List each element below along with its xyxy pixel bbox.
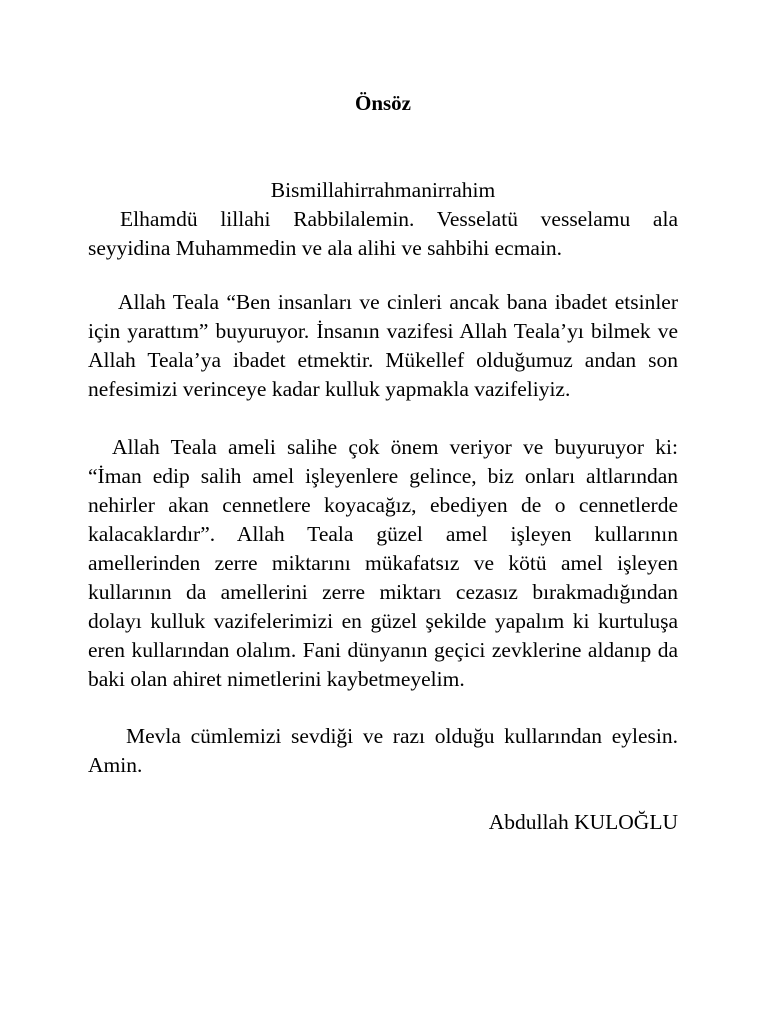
paragraph-purpose: Allah Teala “Ben insanları ve cinleri ancak bana ibadet etsinler için yarattım” buyuruyor. İnsanın vazifesi Allah Teala’yı bilmek ve Allah Teala’ya ibadet etmektir. Mükellef olduğumuz andan son nefesimizi verinceye kadar kulluk yapmakla vazifeliyiz. bbox=[88, 290, 678, 401]
author-signature: Abdullah KULOĞLU bbox=[488, 810, 678, 834]
document-page bbox=[88, 0, 678, 1024]
page-title: Önsöz bbox=[354, 91, 411, 115]
paragraph-opening: Elhamdü lillahi Rabbilalemin. Vesselatü vesselamu ala seyyidina Muhammedin ve ala alihi ve sahbihi ecmain. bbox=[88, 207, 678, 260]
paragraph-righteous-deeds: Allah Teala ameli salihe çok önem veriyor ve buyuruyor ki: “İman edip salih amel işleyenlere gelince, biz onları altlarından nehirler akan cennetlere koyacağız, ebediyen de o cennetlerde kalacaklardır”. Allah Teala güzel amel işleyen kullarının amellerinden zerre miktarını mükafatsız ve kötü amel işleyen kullarının da amellerini zerre miktarı cezasız bırakmadığından dolayı kulluk vazifelerimizi en güzel şekilde yapalım ki kurtuluşa eren kullarından olalım. Fani dünyanın geçici zevklerine aldanıp da baki olan ahiret nimetlerini kaybetmeyelim. bbox=[88, 435, 678, 691]
basmala-line: Bismillahirrahmanirrahim bbox=[270, 178, 496, 202]
paragraph-closing-prayer: Mevla cümlemizi sevdiği ve razı olduğu kullarından eylesin. Amin. bbox=[88, 724, 678, 777]
